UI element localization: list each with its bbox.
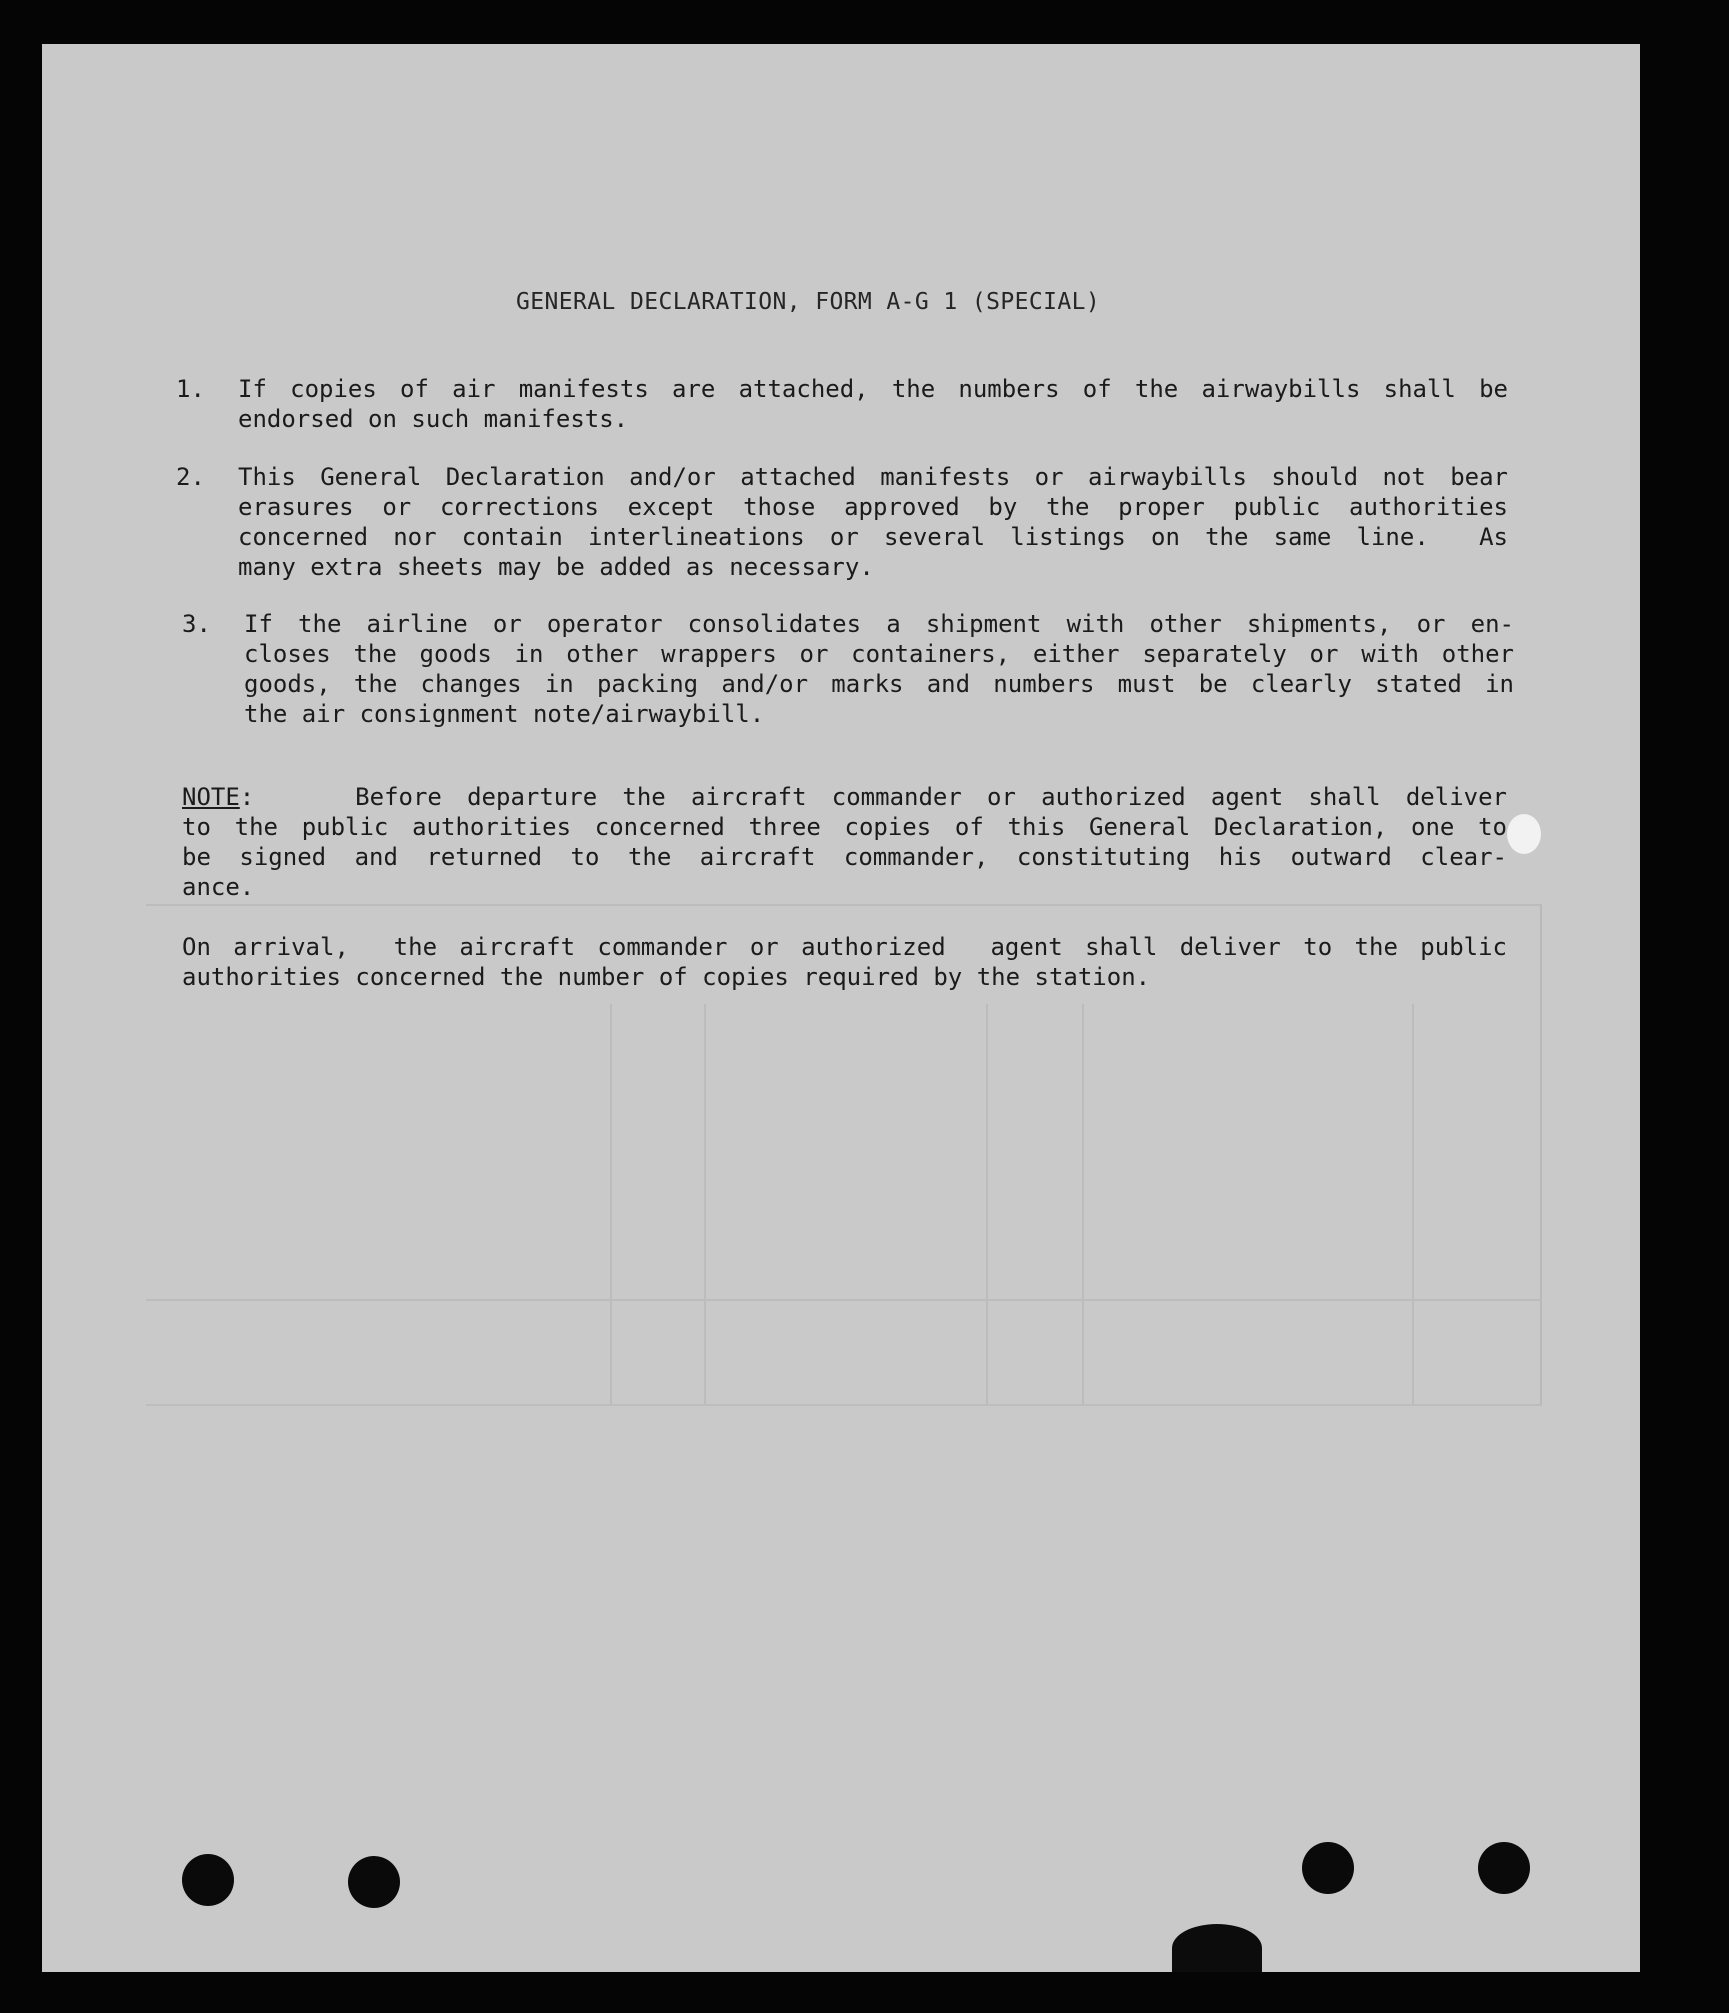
item-number: 2.: [176, 463, 205, 491]
arrival-paragraph: [182, 932, 1512, 992]
item-number: 3.: [182, 610, 211, 638]
punch-hole: [348, 1856, 400, 1908]
item-line: erasures or corrections except those approved by the proper public authorities: [238, 493, 1508, 521]
item-line: concerned nor contain interlineations or several listings on the same line. As: [238, 523, 1508, 551]
instruction-item-3: [182, 609, 1562, 729]
note-line: ance.: [182, 873, 255, 901]
item-line: If the airline or operator consolidates a shipment with other shipments, or en-: [244, 610, 1514, 638]
note-first-line: [182, 782, 1507, 812]
note-line: : Before departure the aircraft commander or authorized agent shall deliver: [239, 783, 1507, 811]
note-paragraph: [182, 782, 1512, 902]
punch-hole: [1478, 1842, 1530, 1894]
item-line: goods, the changes in packing and/or marks and numbers must be clearly stated in: [244, 670, 1514, 698]
declaration-text: [42, 44, 1640, 1972]
paper-tear: [1507, 814, 1541, 854]
note-line: to the public authorities concerned three copies of this General Declaration, one to: [182, 813, 1507, 841]
instruction-item-2: [176, 462, 1556, 582]
document-page: [42, 44, 1640, 1972]
page-title: GENERAL DECLARATION, FORM A-G 1 (SPECIAL): [516, 289, 1101, 315]
punch-hole: [182, 1854, 234, 1906]
instruction-item-1: [176, 374, 1556, 434]
punch-hole: [1302, 1842, 1354, 1894]
arrival-line: authorities concerned the number of copies required by the station.: [182, 963, 1151, 991]
item-line: This General Declaration and/or attached manifests or airwaybills should not bear: [238, 463, 1508, 491]
item-line: the air consignment note/airwaybill.: [244, 700, 765, 728]
ink-blot: [1172, 1924, 1262, 1972]
note-label: NOTE: [182, 783, 240, 811]
item-line: endorsed on such manifests.: [238, 405, 629, 433]
item-line: If copies of air manifests are attached, the numbers of the airwaybills shall be: [238, 375, 1508, 403]
arrival-line: On arrival, the aircraft commander or authorized agent shall deliver to the public: [182, 933, 1507, 961]
item-number: 1.: [176, 375, 205, 403]
item-line: many extra sheets may be added as necessary.: [238, 553, 874, 581]
item-line: closes the goods in other wrappers or containers, either separately or with other: [244, 640, 1514, 668]
note-line: be signed and returned to the aircraft commander, constituting his outward clear-: [182, 843, 1507, 871]
